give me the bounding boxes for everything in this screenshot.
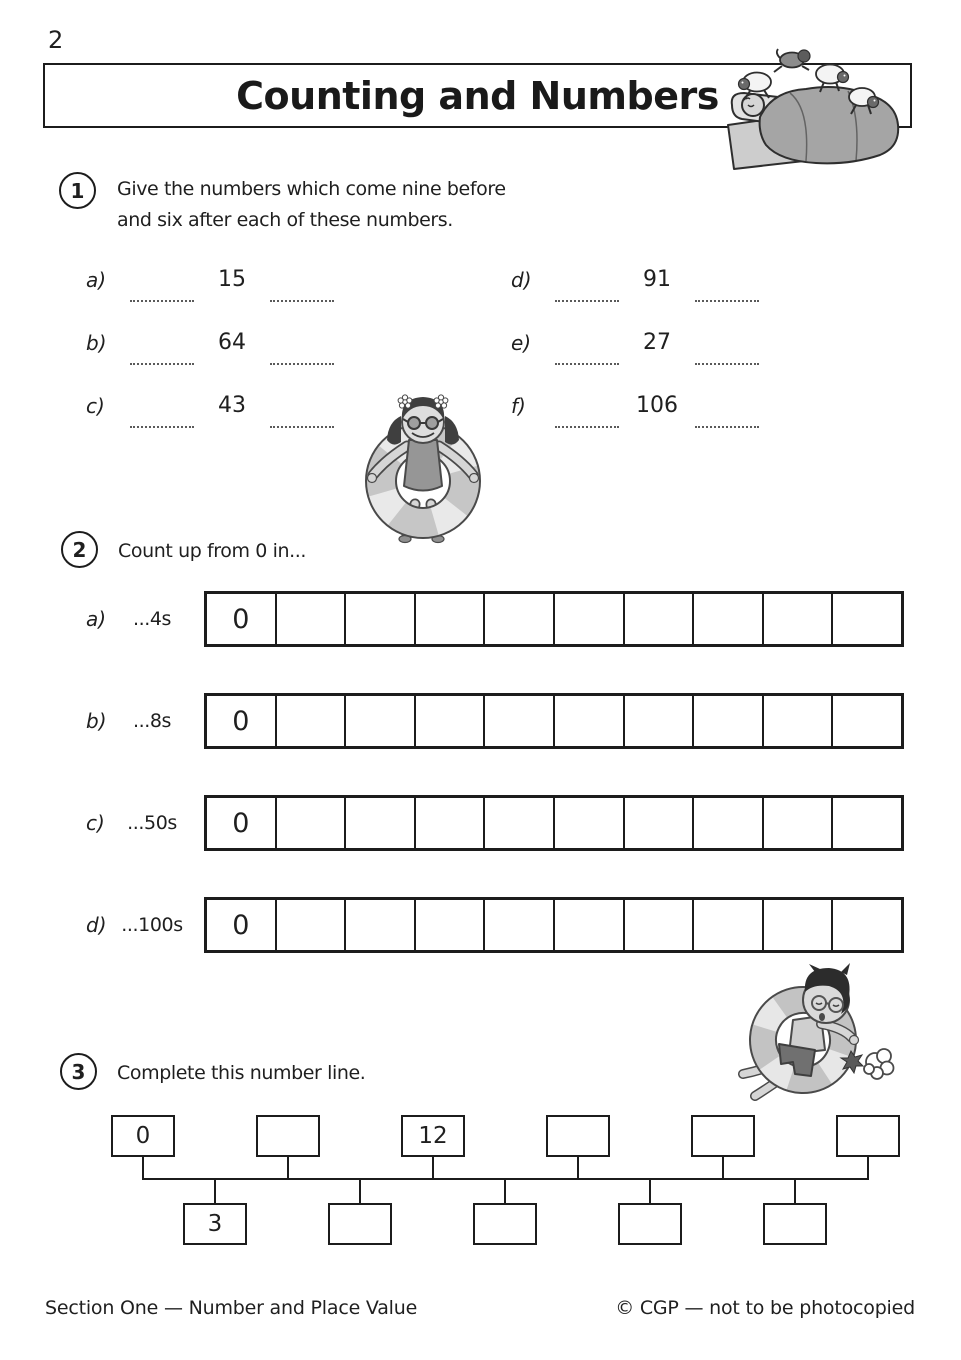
item-label: f)	[511, 394, 526, 418]
count-cell[interactable]	[344, 696, 414, 746]
answer-blank-before[interactable]	[555, 424, 619, 428]
answer-blank-before[interactable]	[130, 298, 194, 302]
count-cell[interactable]	[623, 798, 693, 848]
count-cell[interactable]	[831, 594, 901, 644]
numberline-tick	[867, 1156, 869, 1180]
numberline-top-box-4[interactable]	[546, 1115, 610, 1157]
shorts-icon	[779, 1044, 815, 1076]
swim-ring-icon	[736, 973, 870, 1103]
girl-swim-ring-illustration	[343, 382, 503, 547]
numberline-bottom-box-2[interactable]	[328, 1203, 392, 1245]
numberline-top-box-5[interactable]	[691, 1115, 755, 1157]
counting-strip	[204, 591, 904, 647]
count-cell[interactable]	[483, 900, 553, 950]
numberline-tick	[142, 1156, 144, 1180]
count-cell[interactable]	[553, 696, 623, 746]
q1-item-d	[511, 256, 759, 302]
q1-prompt-line1: Give the numbers which come nine before	[117, 178, 506, 200]
flower-icon	[434, 395, 448, 408]
question-3-prompt: Complete this number line.	[117, 1062, 366, 1084]
numberline-top-box-3	[401, 1115, 465, 1157]
answer-blank-after[interactable]	[270, 298, 334, 302]
count-cell[interactable]	[414, 900, 484, 950]
count-cell[interactable]	[623, 696, 693, 746]
q1-item-f	[511, 382, 759, 428]
given-number: 15	[218, 267, 246, 292]
puncture-icon	[841, 1051, 863, 1073]
count-cell[interactable]	[275, 594, 345, 644]
numberline-tick	[359, 1180, 361, 1204]
row-label: b)	[86, 709, 107, 733]
numberline-tick	[287, 1156, 289, 1180]
item-label: c)	[86, 394, 105, 418]
count-cell[interactable]	[414, 696, 484, 746]
row-step: ...4s	[132, 608, 172, 630]
item-label: d)	[511, 268, 532, 292]
answer-blank-after[interactable]	[695, 361, 759, 365]
count-cell[interactable]	[553, 900, 623, 950]
question-3-number: 3	[71, 1059, 86, 1084]
numberline-tick	[649, 1180, 651, 1204]
question-1-number: 1	[70, 178, 85, 203]
question-3-badge	[60, 1053, 97, 1090]
glasses-icon	[812, 996, 843, 1012]
numberline-tick	[214, 1180, 216, 1204]
box-value: 12	[418, 1123, 448, 1149]
question-2-badge	[61, 531, 98, 568]
count-cell-start	[207, 696, 275, 746]
given-number: 91	[643, 267, 671, 292]
count-cell-start	[207, 798, 275, 848]
item-label: b)	[86, 331, 107, 355]
item-label: e)	[511, 331, 532, 355]
counting-strip	[204, 693, 904, 749]
hair-icon	[402, 397, 444, 420]
page-number: 2	[48, 26, 64, 54]
box-value: 3	[207, 1211, 223, 1237]
answer-blank-before[interactable]	[130, 424, 194, 428]
numberline-top-box-1	[111, 1115, 175, 1157]
q2-row-d	[0, 897, 961, 953]
count-cell[interactable]	[692, 900, 762, 950]
q1-item-e	[511, 319, 759, 365]
footer-copyright: © CGP — not to be photocopied	[615, 1297, 915, 1319]
count-cell[interactable]	[762, 594, 832, 644]
numberline-bottom-box-4[interactable]	[618, 1203, 682, 1245]
numberline-bottom-box-5[interactable]	[763, 1203, 827, 1245]
count-cell[interactable]	[831, 696, 901, 746]
sunglasses-icon	[403, 417, 443, 429]
given-number: 106	[636, 393, 678, 418]
item-label: a)	[86, 268, 107, 292]
numberline-tick	[577, 1156, 579, 1180]
q1-item-a	[86, 256, 334, 302]
count-cell[interactable]	[692, 798, 762, 848]
swim-ring-icon	[366, 424, 480, 538]
count-cell[interactable]	[344, 594, 414, 644]
numberline-tick	[432, 1156, 434, 1180]
row-label: a)	[86, 607, 107, 631]
count-cell[interactable]	[275, 900, 345, 950]
count-cell[interactable]	[414, 798, 484, 848]
q2-row-c	[0, 795, 961, 851]
numberline-tick	[794, 1180, 796, 1204]
count-cell[interactable]	[344, 900, 414, 950]
title-banner	[43, 63, 912, 128]
answer-blank-after[interactable]	[695, 424, 759, 428]
row-label: d)	[86, 913, 107, 937]
numberline-tick	[722, 1156, 724, 1180]
row-label: c)	[86, 811, 105, 835]
count-cell[interactable]	[275, 798, 345, 848]
question-2-prompt: Count up from 0 in...	[118, 540, 307, 562]
count-cell[interactable]	[762, 798, 832, 848]
count-cell[interactable]	[623, 594, 693, 644]
count-cell[interactable]	[692, 594, 762, 644]
answer-blank-after[interactable]	[695, 298, 759, 302]
start-value: 0	[232, 603, 250, 635]
question-2-number: 2	[72, 537, 87, 562]
count-cell[interactable]	[483, 696, 553, 746]
count-cell[interactable]	[553, 594, 623, 644]
q2-row-a	[0, 591, 961, 647]
numberline-tick	[504, 1180, 506, 1204]
numberline-top-box-2[interactable]	[256, 1115, 320, 1157]
answer-blank-after[interactable]	[270, 424, 334, 428]
count-cell[interactable]	[483, 594, 553, 644]
count-cell[interactable]	[414, 594, 484, 644]
q1-item-b	[86, 319, 334, 365]
answer-blank-before[interactable]	[130, 361, 194, 365]
question-1-badge	[59, 172, 96, 209]
answer-blank-before[interactable]	[555, 298, 619, 302]
box-value: 0	[135, 1123, 151, 1149]
q2-row-b	[0, 693, 961, 749]
count-cell[interactable]	[762, 900, 832, 950]
answer-blank-after[interactable]	[270, 361, 334, 365]
q1-prompt-line2: and six after each of these numbers.	[117, 209, 453, 231]
count-cell[interactable]	[275, 696, 345, 746]
numberline-bottom-box-3[interactable]	[473, 1203, 537, 1245]
counting-strip	[204, 795, 904, 851]
air-puff-icon	[864, 1049, 894, 1079]
count-cell[interactable]	[831, 900, 901, 950]
q1-item-c	[86, 382, 334, 428]
numberline-bottom-box-1	[183, 1203, 247, 1245]
count-cell[interactable]	[483, 798, 553, 848]
start-value: 0	[232, 705, 250, 737]
count-cell-start	[207, 594, 275, 644]
given-number: 64	[218, 330, 246, 355]
start-value: 0	[232, 807, 250, 839]
count-cell[interactable]	[553, 798, 623, 848]
given-number: 43	[218, 393, 246, 418]
count-cell[interactable]	[831, 798, 901, 848]
count-cell[interactable]	[762, 696, 832, 746]
boy-swim-ring-illustration	[723, 958, 898, 1103]
count-cell[interactable]	[344, 798, 414, 848]
flower-icon	[398, 395, 412, 408]
start-value: 0	[232, 909, 250, 941]
swimsuit-icon	[404, 440, 442, 491]
question-1-prompt	[117, 174, 506, 236]
row-step: ...8s	[132, 710, 172, 732]
page-title: Counting and Numbers	[236, 73, 719, 118]
count-cell[interactable]	[623, 900, 693, 950]
row-step: ...50s	[127, 812, 177, 834]
count-cell[interactable]	[692, 696, 762, 746]
answer-blank-before[interactable]	[555, 361, 619, 365]
hair-icon	[805, 968, 850, 1014]
row-step: ...100s	[121, 914, 183, 936]
count-cell-start	[207, 900, 275, 950]
counting-strip	[204, 897, 904, 953]
numberline-top-box-6[interactable]	[836, 1115, 900, 1157]
snoring-mouth-icon	[819, 1013, 825, 1021]
footer-section-title: Section One — Number and Place Value	[45, 1297, 418, 1319]
given-number: 27	[643, 330, 671, 355]
